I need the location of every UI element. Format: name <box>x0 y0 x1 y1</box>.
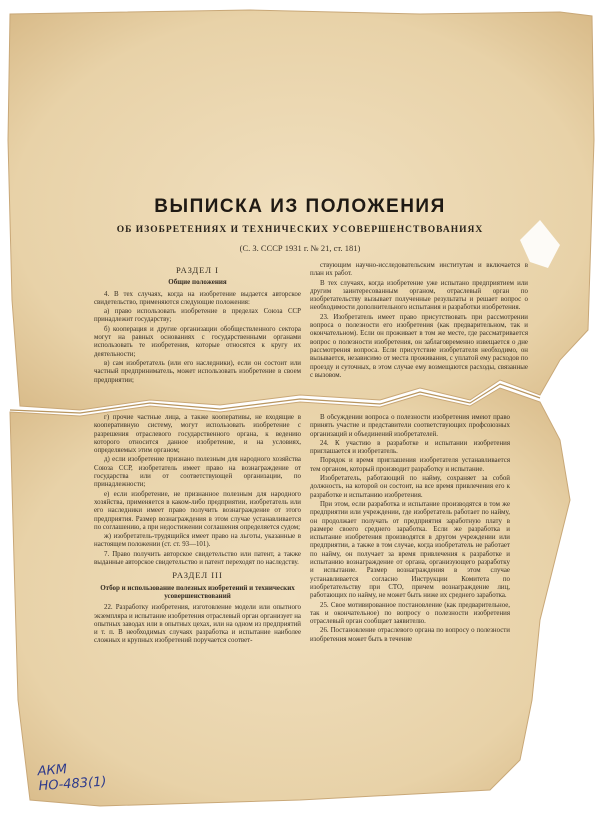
paragraph: 22. Разработку изобретения, изготовление модели или опытного экземпляра и испытание изобретения отраслевый орган организует на опытных заводах или в опытных цехах, или на одном из предприятий и т. п. В необходимых случаях разработка и испытание наиболее сложных и крупных изобретений поручается соответ- <box>94 604 301 645</box>
section-1-subheading: Общие положения <box>168 278 227 287</box>
right-column-top <box>310 262 528 412</box>
left-column-bottom <box>94 414 301 734</box>
paragraph: В обсуждении вопроса о полезности изобретения имеют право принять участие и представители соответствующих профсоюзных организаций и объединений изобретателей. <box>310 414 510 438</box>
left-column-top <box>94 262 301 412</box>
paragraph: 23. Изобретатель имеет право присутствовать при рассмотрении вопроса о полезности его изобретения (как предварительном, так и окончательном). Если он проживает в том же месте, где рассматривается вопрос о полезности изобретения, он заблаговременно извещается о дне рассмотрения вопроса. Если присутствие изобретателя необходимо, он вызывается, независимо от места проживания, с уплатой ему расходов по проезду и суточных, в этом случае ему возмещаются расходы, связанные с вызовом. <box>310 313 528 379</box>
paragraph: д) если изобретение признано полезным для народного хозяйства Союза ССР, изобретатель имеет право на вознаграждение от государства или от соответствующей организации, по принадлежности; <box>94 456 301 489</box>
section-1-heading: РАЗДЕЛ I <box>176 265 219 275</box>
document-source: (С. З. СССР 1931 г. № 21, ст. 181) <box>239 243 361 253</box>
stamp-line-1: АКМ <box>37 762 68 780</box>
paragraph: Изобретатель, работающий по найму, сохраняет за собой должность, на которой он состоит, на все время привлечения его к разработке и испытанию изобретения. <box>310 475 510 499</box>
paragraph: 7. Право получить авторское свидетельство или патент, а также выданные авторское свидетельство и патент переходят по наследству. <box>94 550 301 567</box>
document-title: ВЫПИСКА ИЗ ПОЛОЖЕНИЯ <box>154 196 446 217</box>
document-subtitle: ОБ ИЗОБРЕТЕНИЯХ И ТЕХНИЧЕСКИХ УСОВЕРШЕНСТВОВАНИЯХ <box>116 225 484 235</box>
paragraph: 26. Постановление отраслевого органа по вопросу о полезности изобретения может быть в течение <box>310 627 510 643</box>
paragraph: 4. В тех случаях, когда на изобретение выдается авторское свидетельство, применяются следующие положения: <box>94 290 301 306</box>
paragraph: в) сам изобретатель (или его наследники), если он состоит или частный предприниматель, может использовать изобретение в своем предприятии; <box>94 359 301 384</box>
paragraph: ствующим научно-исследовательским институтам и включается в план их работ. <box>310 262 528 278</box>
paragraph: 24. К участию в разработке и испытании изобретения приглашается и изобретатель. <box>310 439 510 456</box>
paragraph: 25. Свое мотивированное постановление (как предварительное, так и окончательное) по вопросу о полезности изобретения отраслевый орган сообщает заявителю. <box>310 601 510 626</box>
paragraph: ж) изобретатель-трудящийся имеет право на льготы, указанные в настоящем положении (ст. ст. 93—101). <box>94 533 301 549</box>
paragraph: г) прочие частные лица, а также кооперативы, не входящие в кооперативную систему, могут использовать изобретение с разрешения отраслевого государственного органа, к ведению которого относится данное изобретение, и на условиях, определяемых этим органом; <box>94 414 301 455</box>
section-3-subheading: Отбор и использование полезных изобретений и технических усовершенствований <box>100 583 295 600</box>
paragraph: При этом, если разработка и испытание производятся в том же предприятии или учреждении, где изобретатель работает по найму, он продолжает получать от предприятия заработную плату в размере своего среднего заработка. Если же разработка и испытание изобретения производятся в другом учреждении или предприятии, а также в том случае, когда изобретатель не работает по найму, он получает за время привлечения к разработке и испытанию вознаграждение от органа, организующего разработку и испытание. Размер вознаграждения в этом случае устанавливается согласно Инструкции Комитета по изобретательству при СТО, причем вознаграждение лиц, работающих по найму, не может быть ниже их среднего заработка. <box>310 500 510 600</box>
paragraph: В тех случаях, когда изобретение уже испытано предприятием или другим заинтересованным органом, отраслевый орган по изобретательству вызывает полученные результаты и решает вопрос о необходимости дополнительного испытания и разработки изобретения. <box>310 279 528 312</box>
section-3-heading: РАЗДЕЛ III <box>172 570 223 581</box>
paragraph: б) кооперация и другие организации обобществленного сектора могут на равных основаниях с государственными органами использовать те изобретения, которые относятся к кругу их деятельности; <box>94 325 301 358</box>
paragraph: е) если изобретение, не признанное полезным для народного хозяйства, применяется в каком-либо предприятии, изобретатель или его наследники имеет право получить вознаграждение от этого предприятия. Размер вознаграждения в этом случае устанавливается по соглашению, а при недостижении соглашения определяется судом; <box>94 490 301 531</box>
paragraph: Порядок и время приглашения изобретателя устанавливается тем органом, который производит разработку и испытание. <box>310 457 510 473</box>
stamp-line-2: НО-483(1) <box>38 774 107 795</box>
right-column-bottom <box>310 414 510 739</box>
paragraph: а) право использовать изобретение в пределах Союза ССР принадлежит государству; <box>94 308 301 324</box>
